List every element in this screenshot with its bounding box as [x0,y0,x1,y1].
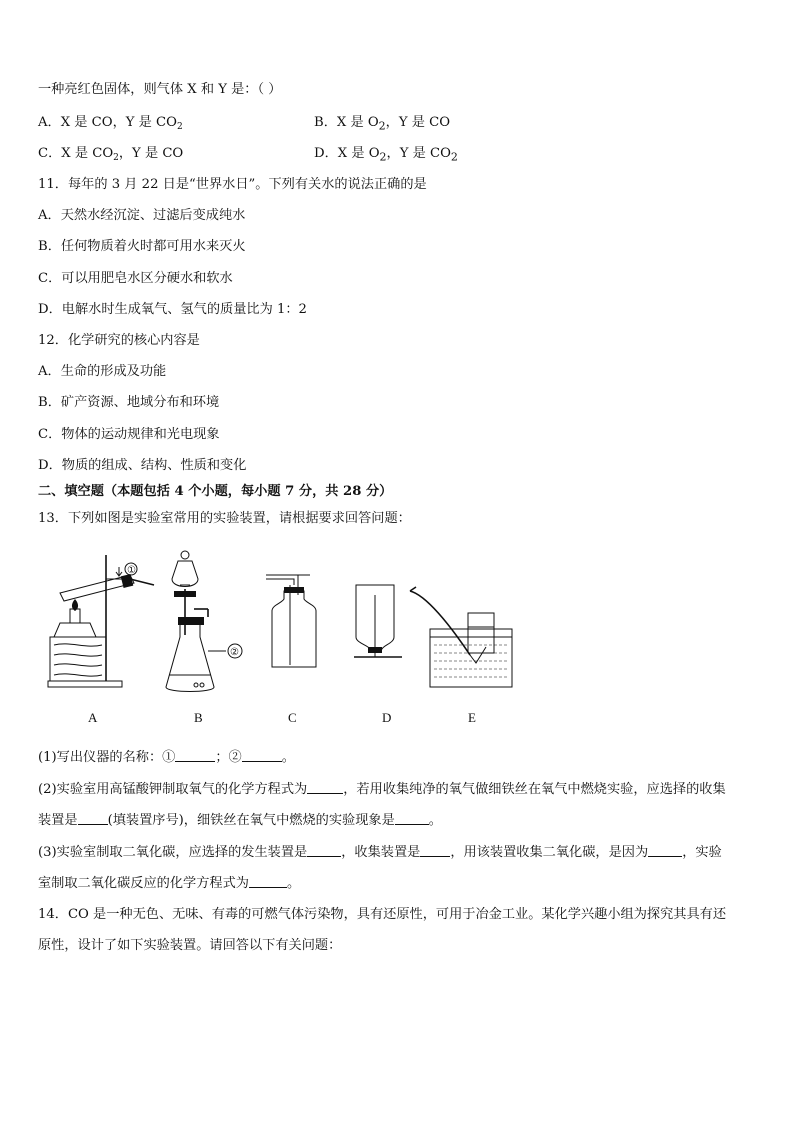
q13-part-1: (1)写出仪器的名称：① ；② 。 [38,750,295,765]
q11-option-a: A．天然水经沉淀、过滤后变成纯水 [38,208,246,223]
separatory-funnel [172,561,198,587]
lamp-body [54,623,96,637]
q10-option-c: C．X 是 $CO_2$，Y 是 CO [38,146,184,163]
water-trough [430,629,512,687]
stand-base [48,681,122,687]
stopper-b [178,617,204,625]
apparatus-c [266,575,316,667]
rubber-tube [410,591,470,655]
question-11-stem: 11．每年的 3 月 22 日是“世界水日”。下列有关水的说法正确的是 [38,177,427,192]
q11-option-b: B．任何物质着火时都可用水来灭火 [38,239,246,254]
label-d: D [382,710,392,725]
q10-option-b: B．X 是 $O_2$，Y 是 CO [314,115,451,133]
question-10-stem-tail: 一种亮红色固体，则气体 X 和 Y 是：（ ） [38,82,282,97]
q11-option-c: C．可以用肥皂水区分硬水和软水 [38,271,233,286]
label-e: E [468,710,476,725]
q10-option-d: D．X 是 $O_2$，Y 是 $CO_2$ [314,146,458,164]
q10-option-a: A．X 是 CO，Y 是 $CO_2$ [38,115,183,132]
label-a: A [88,710,98,725]
q11-option-d: D．电解水时生成氧气、氢气的质量比为 1：2 [38,302,307,317]
q13-part-2-line1: (2)实验室用高锰酸钾制取氧气的化学方程式为 ，若用收集纯净的氧气做细铁丝在氧气中燃烧实验，应选择的收集 [38,782,726,797]
svg-text:②: ② [230,647,239,658]
label-b: B [194,710,203,725]
q12-option-c: C．物体的运动规律和光电现象 [38,427,220,442]
gas-bottle [272,591,316,667]
question-14-line1: 14．CO 是一种无色、无味、有毒的可燃气体污染物，具有还原性，可用于冶金工业。某化学兴趣小组为探究其具有还 [38,907,727,922]
apparatus-d [354,585,402,657]
label-c: C [288,710,297,725]
conical-flask [166,625,214,692]
q13-part-3-line2: 室制取二氧化碳反应的化学方程式为 。 [38,876,301,891]
lab-apparatus-figure [30,545,540,705]
collecting-bottle [468,613,494,653]
q12-option-b: B．矿产资源、地域分布和环境 [38,395,220,410]
apparatus-a [48,555,154,687]
question-12-stem: 12．化学研究的核心内容是 [38,333,200,348]
question-14-line2: 原性，设计了如下实验装置。请回答以下有关问题： [38,938,342,953]
q13-part-3-line1: (3)实验室制取二氧化碳，应选择的发生装置是 ，收集装置是 ，用该装置收集二氧化碳，是因为 ，实验 [38,845,722,860]
apparatus-b [166,551,242,692]
q12-option-d: D．物质的组成、结构、性质和变化 [38,458,247,473]
svg-text:①: ① [127,565,136,576]
section-heading-fill-in: 二、填空题（本题包括 4 个小题，每小题 7 分，共 28 分） [38,484,393,499]
question-13-stem: 13．下列如图是实验室常用的实验装置，请根据要求回答问题： [38,511,411,526]
q13-part-2-line2: 装置是 (填装置序号)，细铁丝在氧气中燃烧的实验现象是 。 [38,813,442,828]
q12-option-a: A．生命的形成及功能 [38,364,167,379]
apparatus-e [410,587,512,687]
